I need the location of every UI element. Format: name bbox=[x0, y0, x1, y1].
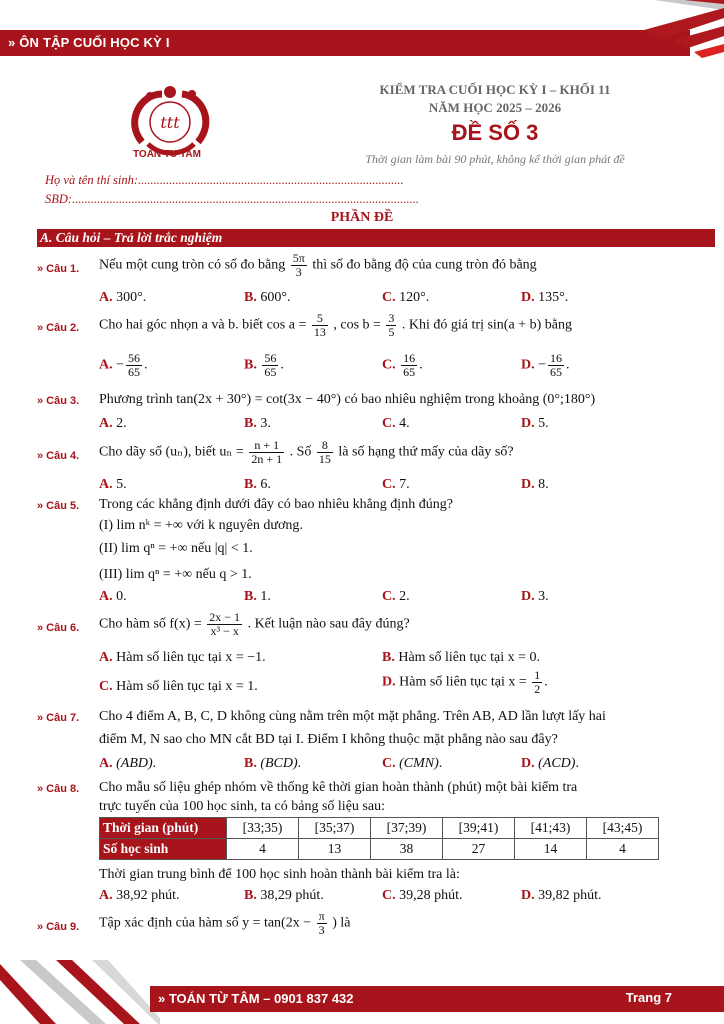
q1-option-c[interactable]: C. 120°. bbox=[382, 290, 430, 305]
q5-statement-1: (I) lim nᵏ = +∞ với k nguyên dương. bbox=[99, 518, 303, 533]
table-cell: [43;45) bbox=[587, 818, 659, 839]
q2-option-c[interactable]: C. $\frac{16}{65}$ . bbox=[382, 351, 423, 379]
table-header-time: Thời gian (phút) bbox=[100, 818, 227, 839]
table-header-count: Số học sinh bbox=[100, 839, 227, 860]
q1-option-a[interactable]: A. 300°. bbox=[99, 290, 147, 305]
q4-label: » Câu 4. bbox=[37, 450, 80, 462]
q2-option-b[interactable]: B. $\frac{56}{65}$ . bbox=[244, 351, 284, 379]
q1-text: Nếu một cung tròn có số đo bằng $\frac{5\pi}{3}$ thì số đo bằng độ của cung tròn đó bằng bbox=[99, 251, 537, 279]
q7-option-d[interactable]: D. (ACD). bbox=[521, 756, 579, 771]
part-bar bbox=[37, 229, 715, 247]
table-cell: 27 bbox=[443, 839, 515, 860]
q7-label: » Câu 7. bbox=[37, 712, 80, 724]
exam-header-line2: NĂM HỌC 2025 – 2026 bbox=[428, 100, 562, 115]
q5-option-d[interactable]: D. 3. bbox=[521, 589, 549, 604]
q2-label: » Câu 2. bbox=[37, 322, 80, 334]
q5-option-a[interactable]: A. 0. bbox=[99, 589, 127, 604]
q6-label: » Câu 6. bbox=[37, 622, 80, 634]
q8-option-b[interactable]: B. 38,29 phút. bbox=[244, 888, 324, 903]
section-heading: PHẦN ĐỀ bbox=[330, 210, 394, 225]
table-cell: 13 bbox=[299, 839, 371, 860]
page-number: Trang 7 bbox=[625, 990, 672, 1005]
q6-option-a[interactable]: A. Hàm số liên tục tại x = −1. bbox=[99, 650, 266, 665]
q2-text: Cho hai góc nhọn a và b. biết cos a = $\frac{5}{13}$ , cos b = $\frac{3}{5}$ . Khi đó giá trị sin(a + b) bằng bbox=[99, 311, 572, 339]
exam-title: ĐỀ SỐ 3 bbox=[451, 120, 539, 145]
q8-line3: Thời gian trung bình để 100 học sinh hoàn thành bài kiểm tra là: bbox=[99, 867, 460, 882]
q8-line1: Cho mẫu số liệu ghép nhóm về thống kê thời gian hoàn thành (phút) một bài kiểm tra bbox=[99, 780, 578, 795]
q6-option-b[interactable]: B. Hàm số liên tục tại x = 0. bbox=[382, 650, 540, 665]
q9-text: Tập xác định của hàm số y = tan(2x − $\frac{\pi}{3}$ ) là bbox=[99, 909, 351, 937]
q3-option-c[interactable]: C. 4. bbox=[382, 416, 410, 431]
q7-option-a[interactable]: A. (ABD). bbox=[99, 756, 157, 771]
q5-label: » Câu 5. bbox=[37, 500, 80, 512]
student-name-line: Họ và tên thí sinh:..................................................................................... bbox=[45, 173, 404, 187]
corner-stripes-decoration bbox=[0, 960, 160, 1024]
table-cell: 4 bbox=[227, 839, 299, 860]
q8-label: » Câu 8. bbox=[37, 783, 80, 795]
q2-option-a[interactable]: A. − $\frac{56}{65}$ . bbox=[99, 351, 148, 379]
q4-option-b[interactable]: B. 6. bbox=[244, 477, 271, 492]
banner-title: » ÔN TẬP CUỐI HỌC KỲ I bbox=[8, 35, 170, 50]
exam-header-line1: KIỂM TRA CUỐI HỌC KỲ I – KHỐI 11 bbox=[379, 82, 611, 97]
q4-text: Cho dãy số (uₙ), biết uₙ = $\frac{n + 1}{2n + 1}$ . Số $\frac{8}{15}$ là số hạng thứ mấy của dãy số? bbox=[99, 438, 514, 466]
q7-line2: điểm M, N sao cho MN cắt BD tại I. Điểm I không thuộc mặt phẳng nào sau đây? bbox=[99, 732, 558, 747]
q3-text: Phương trình tan(2x + 30°) = cot(3x − 40°) có bao nhiêu nghiệm trong khoảng (0°;180°) bbox=[99, 392, 596, 407]
part-title: A. Câu hỏi – Trả lời trắc nghiệm bbox=[40, 230, 223, 245]
data-table bbox=[99, 817, 659, 860]
q5-option-b[interactable]: B. 1. bbox=[244, 589, 271, 604]
q7-option-b[interactable]: B. (BCD). bbox=[244, 756, 302, 771]
table-cell: [35;37) bbox=[299, 818, 371, 839]
table-cell: 14 bbox=[515, 839, 587, 860]
q3-label: » Câu 3. bbox=[37, 395, 80, 407]
q5-statement-3: (III) lim qⁿ = +∞ nếu q > 1. bbox=[99, 567, 252, 582]
footer-brand: » TOÁN TỪ TÂM – 0901 837 432 bbox=[158, 991, 354, 1006]
q5-text: Trong các khẳng định dưới đây có bao nhiêu khẳng định đúng? bbox=[99, 497, 453, 512]
q9-label: » Câu 9. bbox=[37, 921, 80, 933]
student-sbd-line: SBD:............................................................................................................... bbox=[45, 192, 419, 206]
q4-option-d[interactable]: D. 8. bbox=[521, 477, 549, 492]
table-cell: [37;39) bbox=[371, 818, 443, 839]
q1-label: » Câu 1. bbox=[37, 263, 80, 275]
q8-option-c[interactable]: C. 39,28 phút. bbox=[382, 888, 463, 903]
table-cell: [41;43) bbox=[515, 818, 587, 839]
q6-option-c[interactable]: C. Hàm số liên tục tại x = 1. bbox=[99, 679, 258, 694]
q4-option-a[interactable]: A. 5. bbox=[99, 477, 127, 492]
svg-text:ttt: ttt bbox=[160, 113, 180, 132]
corner-stripes-decoration bbox=[584, 0, 724, 70]
logo-name: TOAN TU TAM bbox=[133, 149, 201, 160]
q1-option-d[interactable]: D. 135°. bbox=[521, 290, 569, 305]
q1-option-b[interactable]: B. 600°. bbox=[244, 290, 291, 305]
q7-option-c[interactable]: C. (CMN). bbox=[382, 756, 443, 771]
table-cell: 4 bbox=[587, 839, 659, 860]
q5-option-c[interactable]: C. 2. bbox=[382, 589, 410, 604]
q5-statement-2: (II) lim qⁿ = +∞ nếu |q| < 1. bbox=[99, 541, 253, 556]
q7-line1: Cho 4 điểm A, B, C, D không cùng nằm trên một mặt phẳng. Trên AB, AD lần lượt lấy hai bbox=[99, 709, 606, 724]
q3-option-b[interactable]: B. 3. bbox=[244, 416, 271, 431]
q8-line2: trực tuyến của 100 học sinh, ta có bảng số liệu sau: bbox=[99, 799, 385, 814]
exam-time: Thời gian làm bài 90 phút, không kể thời gian phát đề bbox=[365, 152, 625, 166]
table-row bbox=[100, 839, 659, 860]
q8-option-d[interactable]: D. 39,82 phút. bbox=[521, 888, 602, 903]
q8-option-a[interactable]: A. 38,92 phút. bbox=[99, 888, 180, 903]
table-cell: [39;41) bbox=[443, 818, 515, 839]
q3-option-a[interactable]: A. 2. bbox=[99, 416, 127, 431]
table-cell: [33;35) bbox=[227, 818, 299, 839]
table-row bbox=[100, 818, 659, 839]
q2-option-d[interactable]: D. − $\frac{16}{65}$ . bbox=[521, 351, 570, 379]
q6-text: Cho hàm số f(x) = $\frac{2x - 1}{\text{x³ − x}}$ . Kết luận nào sau đây đúng? bbox=[99, 610, 410, 638]
q4-option-c[interactable]: C. 7. bbox=[382, 477, 410, 492]
q3-option-d[interactable]: D. 5. bbox=[521, 416, 549, 431]
table-cell: 38 bbox=[371, 839, 443, 860]
footer-bar bbox=[150, 986, 724, 1012]
q6-option-d[interactable]: D. Hàm số liên tục tại x = $\frac{1}{2}$ . bbox=[382, 668, 548, 696]
